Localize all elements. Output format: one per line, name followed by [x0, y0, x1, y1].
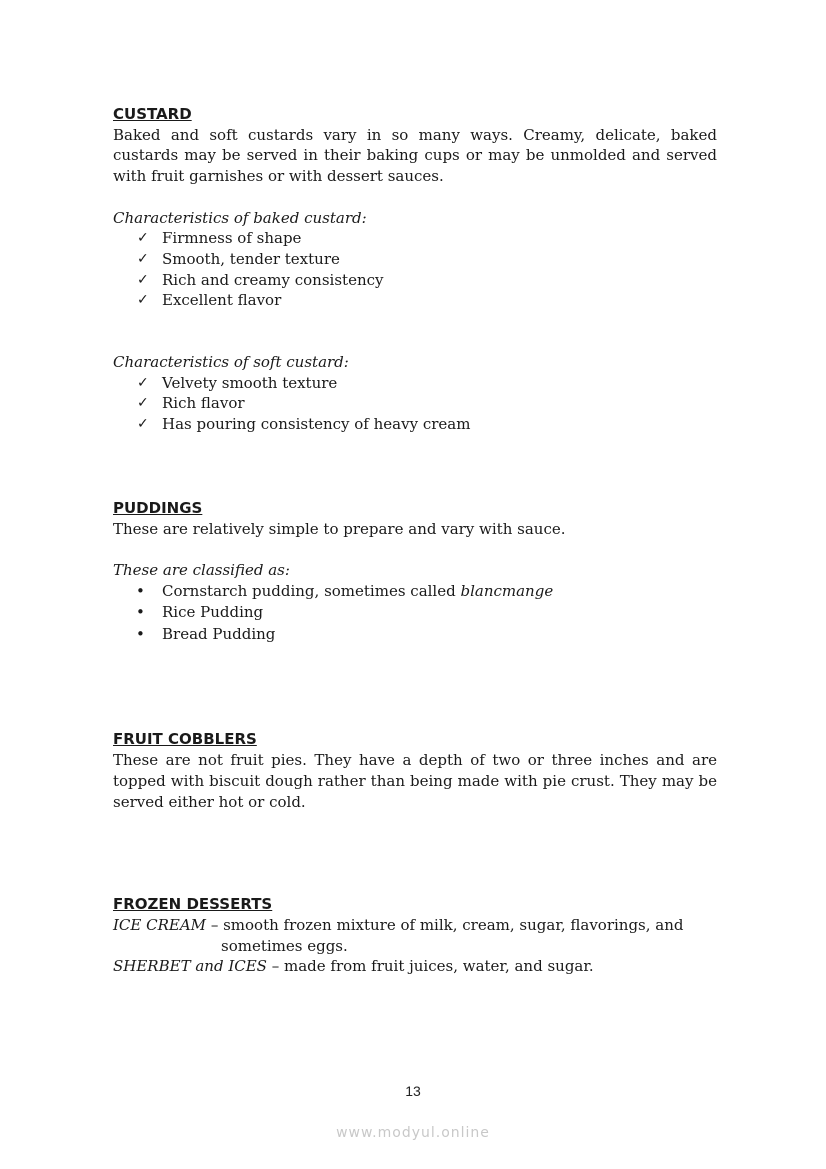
list-item: ✓ Has pouring consistency of heavy cream — [113, 414, 717, 435]
ice-cream-term: ICE CREAM — [113, 915, 207, 934]
list-item: • Bread Pudding — [113, 624, 717, 646]
frozen-heading: FROZEN DESSERTS — [113, 895, 273, 914]
cobblers-heading: FRUIT COBBLERS — [113, 730, 257, 749]
soft-custard-title: Characteristics of soft custard: — [113, 353, 349, 372]
list-item: ✓ Rich flavor — [113, 393, 717, 414]
list-item: ✓ Velvety smooth texture — [113, 373, 717, 394]
sherbet-definition — [113, 956, 717, 977]
ice-cream-def: – smooth frozen mixture of milk, cream, sugar, flavorings, and — [206, 915, 684, 934]
puddings-section — [113, 498, 717, 646]
list-item: ✓ Excellent flavor — [113, 290, 717, 311]
baked-custard-title: Characteristics of baked custard: — [113, 208, 367, 227]
list-item-italic: blancmange — [460, 581, 554, 600]
puddings-heading: PUDDINGS — [113, 498, 203, 517]
ice-cream-def-continued: sometimes eggs. — [221, 936, 348, 955]
document-body — [113, 104, 717, 977]
sherbet-term: SHERBET and ICES — [113, 957, 267, 976]
soft-custard-list — [113, 373, 717, 435]
puddings-list — [113, 581, 717, 646]
custard-intro: Baked and soft custards vary in so many ways. Creamy, delicate, baked custards may be served in their baking cups or may be unmolded and served with fruit garnishes or with dessert sauces. — [113, 125, 717, 186]
frozen-section — [113, 894, 717, 977]
list-item — [113, 581, 717, 603]
watermark: www.modyul.online — [336, 1125, 490, 1141]
puddings-intro: These are relatively simple to prepare and vary with sauce. — [113, 519, 566, 538]
custard-heading: CUSTARD — [113, 105, 192, 123]
list-item-text: Cornstarch pudding, sometimes called — [162, 581, 461, 600]
ice-cream-definition — [113, 915, 717, 936]
puddings-classified-title: These are classified as: — [113, 560, 290, 579]
page-number: 13 — [405, 1083, 421, 1099]
sherbet-def: – made from fruit juices, water, and sugar. — [266, 957, 594, 976]
custard-section — [113, 104, 717, 435]
cobblers-text: These are not fruit pies. They have a depth of two or three inches and are topped with biscuit dough rather than being made with pie crust. They may be served either hot or cold. — [113, 751, 717, 811]
list-item: • Rice Pudding — [113, 602, 717, 624]
cobblers-section — [113, 729, 717, 812]
list-item: ✓ Firmness of shape — [113, 228, 717, 249]
list-item: ✓ Smooth, tender texture — [113, 249, 717, 270]
baked-custard-list — [113, 228, 717, 311]
list-item: ✓ Rich and creamy consistency — [113, 270, 717, 291]
